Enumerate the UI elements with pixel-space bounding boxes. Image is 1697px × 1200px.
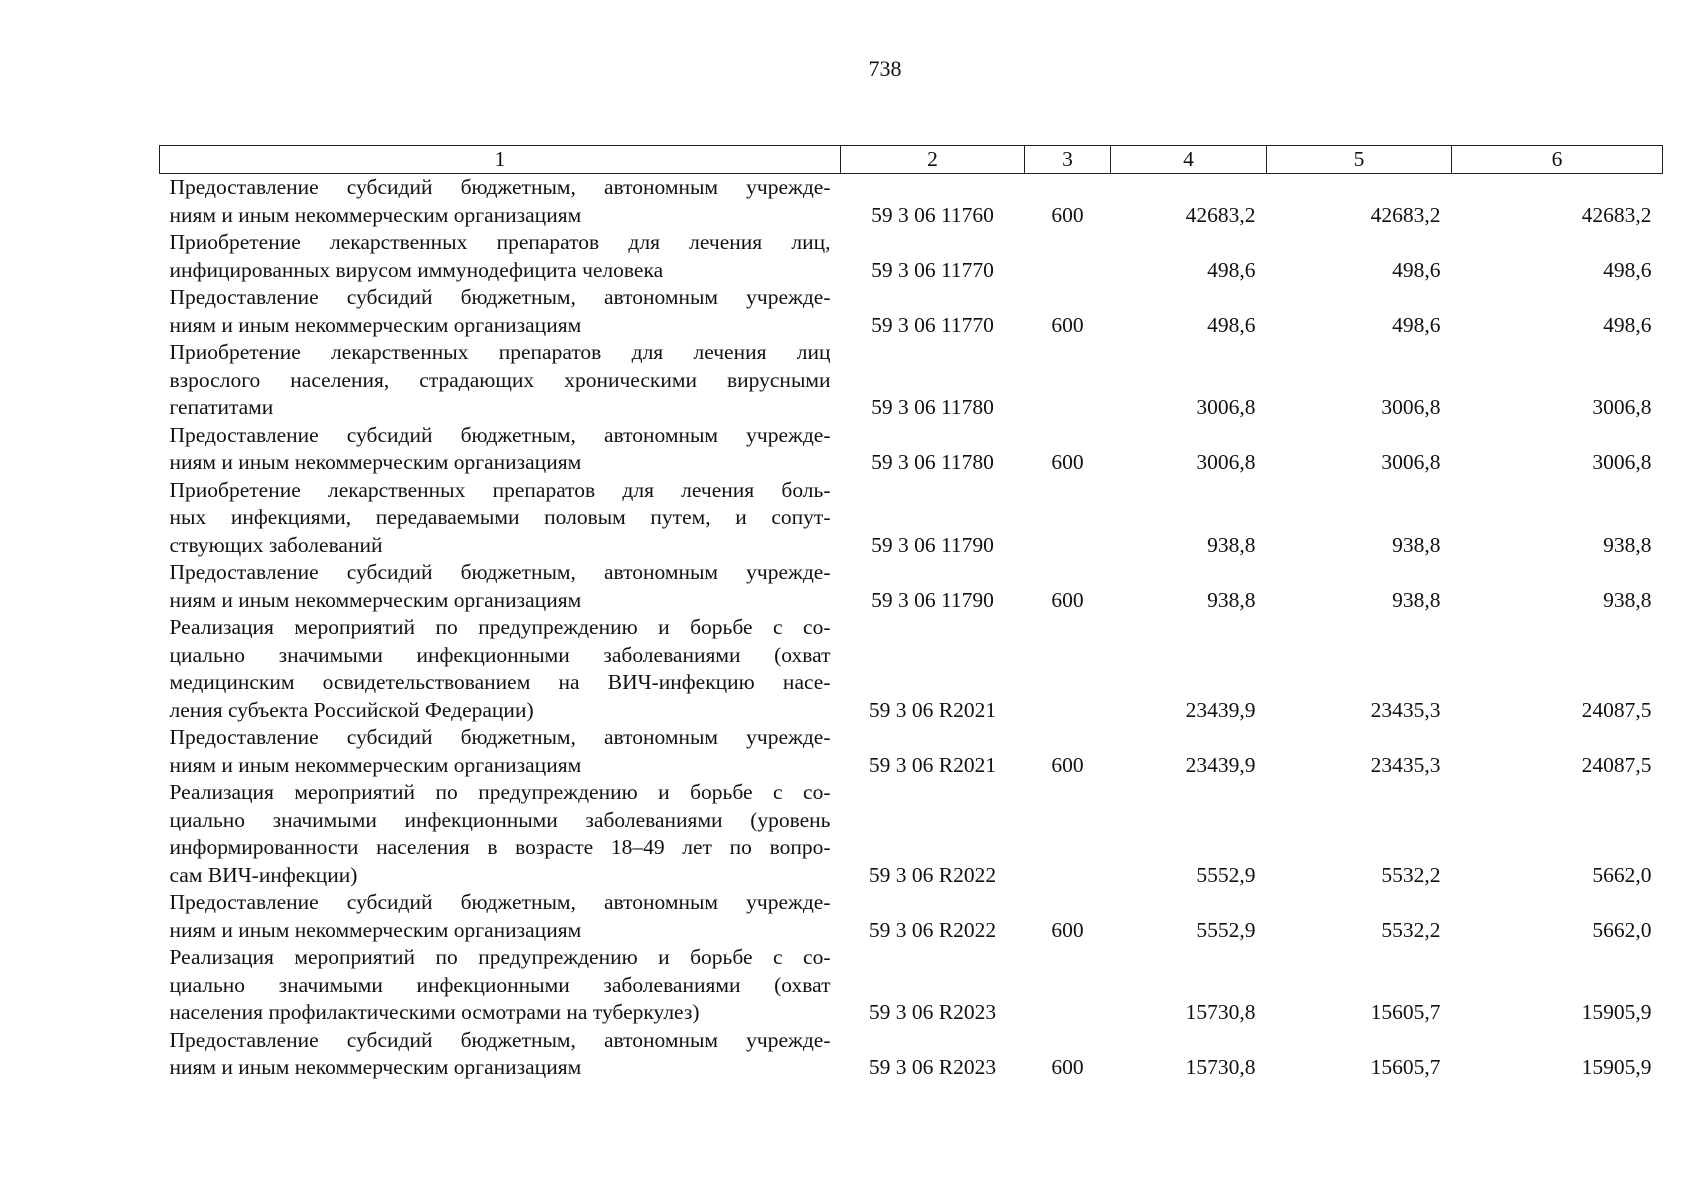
row-value-col5: 938,8	[1392, 532, 1441, 557]
row-name-line: инфицированных вирусом иммунодефицита человека	[169, 257, 664, 282]
row-value-col5: 42683,2	[1370, 202, 1441, 227]
table-row	[160, 422, 1663, 477]
row-value-col6: 5662,0	[1592, 917, 1652, 942]
page-number: 738	[868, 56, 902, 81]
row-value-col5: 15605,7	[1370, 1055, 1441, 1079]
row-name-line: Предоставление субсидий бюджетным, автономным учрежде-	[169, 560, 831, 584]
row-name-line: гепатитами	[169, 395, 274, 419]
row-value-col6: 24087,5	[1581, 752, 1652, 777]
row-value-col4: 15730,8	[1185, 1000, 1256, 1024]
column-header-6: 6	[1452, 146, 1663, 174]
row-value-col6: 498,6	[1603, 312, 1652, 337]
header-row	[160, 146, 1663, 174]
row-name-line: информированности населения в возрасте 18–49 лет по вопро-	[169, 835, 831, 859]
row-name-line: сам ВИЧ-инфекции)	[169, 862, 358, 887]
row-value-col4: 42683,2	[1185, 202, 1256, 227]
row-value-col4: 23439,9	[1185, 752, 1256, 777]
row-code-cell: 59 3 06 R2022	[868, 917, 997, 942]
row-value-col5: 3006,8	[1381, 450, 1441, 474]
row-name-line: Приобретение лекарственных препаратов для лечения боль-	[169, 477, 831, 502]
row-name-line: Предоставление субсидий бюджетным, автономным учрежде-	[169, 890, 831, 914]
row-expense-type-cell: 600	[1051, 917, 1084, 942]
row-value-col5: 3006,8	[1381, 395, 1441, 419]
row-code-cell: 59 3 06 R2021	[868, 697, 997, 722]
table-row	[160, 559, 1663, 614]
row-expense-type-cell	[1025, 779, 1111, 889]
row-name-line: Предоставление субсидий бюджетным, автономным учрежде-	[169, 422, 831, 447]
row-name-cell	[160, 229, 841, 284]
table-row	[160, 1027, 1663, 1082]
row-value-col5: 498,6	[1392, 312, 1441, 337]
row-name-line: медицинским освидетельствованием на ВИЧ-инфекцию насе-	[169, 670, 831, 694]
row-code-cell: 59 3 06 11770	[871, 257, 994, 282]
row-expense-type-cell: 600	[1051, 587, 1084, 612]
row-value-col4: 938,8	[1207, 587, 1256, 612]
column-header-1: 1	[160, 146, 841, 174]
row-expense-type-cell: 600	[1051, 1055, 1084, 1079]
row-value-col6: 24087,5	[1581, 697, 1652, 722]
row-value-col4: 15730,8	[1185, 1055, 1256, 1079]
row-name-cell	[160, 724, 841, 779]
row-name-line: циально значимыми инфекционными заболеваниями (охват	[169, 642, 831, 667]
table-row	[160, 724, 1663, 779]
row-value-col6: 938,8	[1603, 532, 1652, 557]
row-code-cell: 59 3 06 R2023	[868, 1000, 997, 1024]
row-name-line: населения профилактическими осмотрами на туберкулез)	[169, 1000, 700, 1024]
row-name-line: Предоставление субсидий бюджетным, автономным учрежде-	[169, 1027, 831, 1052]
row-expense-type-cell: 600	[1051, 450, 1084, 474]
row-name-cell	[160, 559, 841, 614]
row-code-cell: 59 3 06 11770	[871, 312, 994, 337]
row-value-col4: 3006,8	[1196, 450, 1256, 474]
column-header-5: 5	[1267, 146, 1452, 174]
row-value-col6: 938,8	[1603, 587, 1652, 612]
row-value-col5: 5532,2	[1381, 862, 1441, 887]
row-name-line: Приобретение лекарственных препаратов для лечения лиц,	[169, 230, 831, 254]
row-name-cell	[160, 614, 841, 724]
row-value-col5: 5532,2	[1381, 917, 1441, 942]
row-expense-type-cell	[1025, 614, 1111, 724]
row-value-col4: 938,8	[1207, 532, 1256, 557]
row-name-cell	[160, 779, 841, 889]
row-value-col5: 498,6	[1392, 257, 1441, 282]
row-value-col6: 5662,0	[1592, 862, 1652, 887]
table-row	[160, 779, 1663, 889]
row-value-col4: 498,6	[1207, 312, 1256, 337]
row-value-col5: 23435,3	[1370, 697, 1441, 722]
row-code-cell: 59 3 06 11790	[871, 532, 994, 557]
row-expense-type-cell	[1025, 339, 1111, 422]
row-code-cell: 59 3 06 R2021	[868, 752, 997, 777]
row-expense-type-cell: 600	[1051, 312, 1084, 337]
column-header-3: 3	[1025, 146, 1111, 174]
row-code-cell: 59 3 06 R2022	[868, 862, 997, 887]
row-value-col4: 3006,8	[1196, 395, 1256, 419]
table-row	[160, 339, 1663, 422]
row-value-col6: 3006,8	[1592, 450, 1652, 474]
row-name-line: Приобретение лекарственных препаратов для лечения лиц	[169, 340, 831, 364]
row-value-col4: 498,6	[1207, 257, 1256, 282]
row-name-line: взрослого населения, страдающих хроническими вирусными	[169, 367, 831, 392]
row-name-line: Предоставление субсидий бюджетным, автономным учрежде-	[169, 725, 831, 749]
row-expense-type-cell: 600	[1051, 752, 1084, 777]
row-name-line: ствующих заболеваний	[169, 532, 383, 557]
row-name-line: ниям и иным некоммерческим организациям	[169, 312, 582, 337]
row-value-col4: 23439,9	[1185, 697, 1256, 722]
row-value-col6: 15905,9	[1581, 1000, 1652, 1024]
row-name-cell	[160, 944, 841, 1027]
row-expense-type-cell	[1025, 944, 1111, 1027]
row-name-line: Реализация мероприятий по предупреждению и борьбе с со-	[169, 615, 831, 639]
row-name-line: Предоставление субсидий бюджетным, автономным учрежде-	[169, 175, 831, 199]
row-code-cell: 59 3 06 R2023	[868, 1055, 997, 1079]
row-value-col4: 5552,9	[1196, 862, 1256, 887]
row-value-col5: 23435,3	[1370, 752, 1441, 777]
row-name-cell	[160, 477, 841, 560]
table-row	[160, 889, 1663, 944]
row-expense-type-cell	[1025, 477, 1111, 560]
row-name-line: циально значимыми инфекционными заболеваниями (уровень	[169, 807, 831, 832]
row-name-line: ниям и иным некоммерческим организациям	[169, 450, 582, 474]
row-name-line: ниям и иным некоммерческим организациям	[169, 202, 582, 227]
row-name-line: ниям и иным некоммерческим организациям	[169, 752, 582, 777]
table-row	[160, 229, 1663, 284]
row-value-col6: 42683,2	[1581, 202, 1652, 227]
row-name-line: ниям и иным некоммерческим организациям	[169, 1055, 582, 1079]
table-row	[160, 944, 1663, 1027]
budget-table	[159, 145, 1663, 1082]
row-name-cell	[160, 284, 841, 339]
row-name-cell	[160, 889, 841, 944]
row-name-line: ления субъекта Российской Федерации)	[169, 697, 534, 722]
row-name-cell	[160, 174, 841, 230]
row-name-line: ниям и иным некоммерческим организациям	[169, 587, 582, 612]
table-row	[160, 174, 1663, 230]
row-name-line: ниям и иным некоммерческим организациям	[169, 917, 582, 942]
row-code-cell: 59 3 06 11760	[871, 202, 994, 227]
column-header-2: 2	[841, 146, 1025, 174]
row-name-line: Реализация мероприятий по предупреждению и борьбе с со-	[169, 780, 831, 804]
row-expense-type-cell	[1025, 229, 1111, 284]
row-name-line: циально значимыми инфекционными заболеваниями (охват	[169, 972, 831, 997]
table-body	[160, 174, 1663, 1082]
table-row	[160, 477, 1663, 560]
row-name-line: ных инфекциями, передаваемыми половым путем, и сопут-	[169, 505, 831, 529]
row-value-col5: 15605,7	[1370, 1000, 1441, 1024]
table-row	[160, 614, 1663, 724]
row-value-col4: 5552,9	[1196, 917, 1256, 942]
row-value-col6: 15905,9	[1581, 1055, 1652, 1079]
row-value-col6: 498,6	[1603, 257, 1652, 282]
row-code-cell: 59 3 06 11780	[871, 395, 994, 419]
row-name-line: Предоставление субсидий бюджетным, автономным учрежде-	[169, 285, 831, 309]
row-value-col5: 938,8	[1392, 587, 1441, 612]
row-code-cell: 59 3 06 11780	[871, 450, 994, 474]
row-value-col6: 3006,8	[1592, 395, 1652, 419]
row-name-cell	[160, 422, 841, 477]
row-name-line: Реализация мероприятий по предупреждению и борьбе с со-	[169, 945, 831, 969]
row-name-cell	[160, 1027, 841, 1082]
column-header-4: 4	[1111, 146, 1267, 174]
row-name-cell	[160, 339, 841, 422]
table-row	[160, 284, 1663, 339]
row-expense-type-cell: 600	[1051, 202, 1084, 227]
row-code-cell: 59 3 06 11790	[871, 587, 994, 612]
